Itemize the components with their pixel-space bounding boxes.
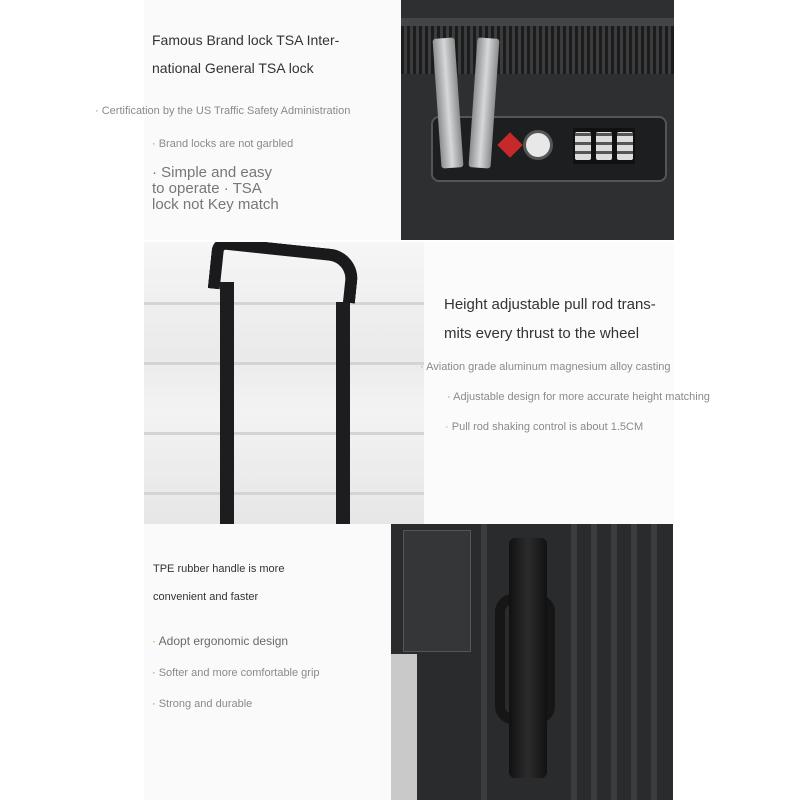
section2-title-line1: Height adjustable pull rod trans-: [444, 296, 656, 313]
bullet-dot-icon: ·: [152, 634, 156, 648]
shell-rib: [611, 524, 617, 800]
section2-title-line2: mits every thrust to the wheel: [444, 325, 640, 342]
section3-feature-ergonomic: [152, 634, 288, 648]
wall-stripe: [144, 362, 424, 365]
wall-stripe: [144, 302, 424, 305]
pull-rod-right-tube: [336, 302, 350, 524]
bullet-dot-icon: ·: [420, 361, 424, 373]
section1-title-line1: Famous Brand lock TSA Inter-: [152, 32, 340, 48]
pull-rod-photo: [144, 242, 424, 524]
ergonomic-text: Adopt ergonomic design: [158, 634, 289, 648]
handle-mount: [509, 538, 547, 778]
combination-dials: [573, 128, 635, 164]
section3-feature-softer: · Softer and more comfortable grip: [152, 667, 320, 679]
section3-title-line1: TPE rubber handle is more: [153, 563, 285, 575]
floor-background: [391, 654, 417, 800]
shaking-text: Pull rod shaking control is about 1.5CM: [451, 421, 644, 433]
feature-line: · Simple and easy: [152, 164, 273, 181]
side-handle-photo: [391, 524, 673, 800]
wall-stripe: [144, 432, 424, 435]
section1-certification: · Certification by the US Traffic Safety Administration: [95, 105, 351, 117]
dial-wheel: [596, 132, 612, 160]
bullet-dot-icon: ·: [445, 421, 449, 433]
shell-rib: [571, 524, 577, 800]
feature-line: lock not Key match: [152, 196, 279, 213]
shell-rib: [591, 524, 597, 800]
shell-rib: [481, 524, 487, 800]
feature-line: to operate · TSA: [152, 180, 262, 197]
dial-wheel: [575, 132, 591, 160]
section1-feature-simple: [152, 165, 279, 213]
dial-wheel: [617, 132, 633, 160]
shell-rib: [651, 524, 657, 800]
pull-rod-left-tube: [220, 282, 234, 524]
section2-feature-adjustable: · Adjustable design for more accurate height matching: [447, 391, 710, 403]
wheel-caster-label: [403, 530, 471, 652]
wall-stripe: [144, 492, 424, 495]
section3-title-line2: convenient and faster: [153, 591, 259, 603]
section2-material: [420, 361, 671, 373]
section1-feature-brand-locks: · Brand locks are not garbled: [152, 138, 294, 150]
section1-title-line2: national General TSA lock: [152, 60, 314, 76]
tsa-lock-photo: [401, 0, 674, 240]
material-text: Aviation grade aluminum magnesium alloy casting: [426, 361, 671, 373]
shell-rib: [631, 524, 637, 800]
keyhole-icon: [523, 130, 553, 160]
section3-feature-durable: · Strong and durable: [152, 698, 253, 710]
section2-background: [424, 242, 674, 524]
section2-feature-shaking: [445, 421, 643, 433]
